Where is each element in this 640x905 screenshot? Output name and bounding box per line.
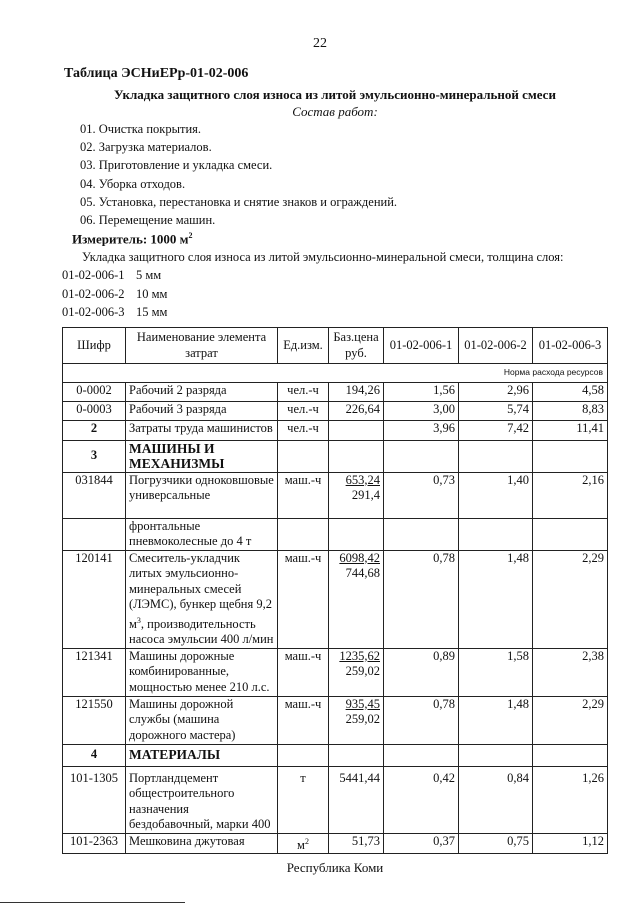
section-code: 3 [63, 440, 126, 472]
table-row [63, 420, 608, 440]
section-code: 4 [63, 744, 126, 766]
empty-cell [278, 440, 329, 472]
table-row [63, 696, 608, 744]
empty-cell [278, 518, 329, 550]
row-value-1: 0,37 [384, 833, 459, 854]
row-value-2: 2,96 [459, 382, 533, 401]
thickness-code: 01-02-006-1 [62, 268, 125, 282]
row-price: 51,73 [329, 833, 384, 854]
composition-heading: Состав работ: [292, 104, 378, 119]
thickness-value: 5 мм [136, 268, 162, 282]
row-name: Погрузчики одноковшовые универсальные [126, 472, 278, 518]
row-price [329, 420, 384, 440]
row-price [329, 648, 384, 696]
empty-cell [384, 440, 459, 472]
row-unit [278, 833, 329, 854]
row-value-3: 8,83 [533, 401, 608, 420]
price-bottom: 744,68 [345, 566, 380, 580]
row-name: Машины дорожные комбинированные, мощностью менее 210 л.с. [126, 648, 278, 696]
footer: Республика Коми [286, 860, 384, 875]
row-value-2: 1,40 [459, 472, 533, 518]
row-name: Рабочий 3 разряда [126, 401, 278, 420]
row-name: Затраты труда машинистов [126, 420, 278, 440]
price-bottom: 259,02 [345, 664, 380, 679]
row-value-2: 1,58 [459, 648, 533, 696]
row-unit: маш.-ч [278, 550, 329, 648]
row-value-1: 0,42 [384, 766, 459, 833]
row-price [329, 472, 384, 518]
row-unit: чел.-ч [278, 401, 329, 420]
row-price: 226,64 [329, 401, 384, 420]
price-top: 1235,62 [339, 648, 380, 663]
row-unit: чел.-ч [278, 420, 329, 440]
table-row [63, 401, 608, 420]
row-name: Мешковина джутовая [126, 833, 278, 854]
header-price: Баз.цена руб. [329, 328, 384, 364]
empty-cell [63, 518, 126, 550]
empty-cell [533, 744, 608, 766]
table-row [63, 766, 608, 833]
empty-cell [329, 518, 384, 550]
empty-cell [329, 440, 384, 472]
table-row [63, 833, 608, 854]
row-unit: т [278, 766, 329, 833]
row-unit: чел.-ч [278, 382, 329, 401]
header-col-3: 01-02-006-3 [533, 328, 608, 364]
row-value-2: 7,42 [459, 420, 533, 440]
section-title: МАТЕРИАЛЫ [126, 744, 278, 766]
empty-cell [459, 744, 533, 766]
header-col-1: 01-02-006-1 [384, 328, 459, 364]
section-title: МАШИНЫ И МЕХАНИЗМЫ [126, 440, 278, 472]
row-value-1: 0,73 [384, 472, 459, 518]
measurer [72, 231, 193, 247]
row-value-3: 4,58 [533, 382, 608, 401]
row-value-3: 2,16 [533, 472, 608, 518]
footer-line [0, 902, 185, 903]
thickness-row [62, 268, 161, 283]
empty-cell [384, 518, 459, 550]
empty-cell [533, 440, 608, 472]
table-row [63, 382, 608, 401]
unit-main: м [297, 837, 305, 852]
work-item: 03. Приготовление и укладка смеси. [80, 158, 273, 172]
row-value-2: 1,48 [459, 550, 533, 648]
measurer-sup: 2 [188, 231, 193, 240]
row-value-3: 2,29 [533, 696, 608, 744]
empty-cell [459, 440, 533, 472]
empty-cell [533, 518, 608, 550]
thickness-row [62, 287, 167, 302]
thickness-value: 15 мм [136, 305, 168, 319]
work-item: 04. Уборка отходов. [80, 177, 186, 191]
price-top: 653,24 [345, 472, 380, 487]
row-name [126, 550, 278, 648]
table-row [63, 472, 608, 518]
row-value-3: 11,41 [533, 420, 608, 440]
thickness-code: 01-02-006-3 [62, 305, 125, 319]
section-row [63, 744, 608, 766]
row-value-1: 0,78 [384, 696, 459, 744]
empty-cell [278, 744, 329, 766]
header-unit: Ед.изм. [278, 328, 329, 364]
header-col-2: 01-02-006-2 [459, 328, 533, 364]
row-value-3: 1,12 [533, 833, 608, 854]
row-price [329, 550, 384, 648]
table-row [63, 550, 608, 648]
row-value-3: 2,29 [533, 550, 608, 648]
table-subtitle: Укладка защитного слоя износа из литой эмульсионно-минеральной смеси [114, 87, 556, 102]
row-value-2: 1,48 [459, 696, 533, 744]
price-bottom: 259,02 [345, 712, 380, 727]
row-name: Портландцемент общестроительного назначения бездобавочный, марки 400 [126, 766, 278, 833]
row-value-3: 2,38 [533, 648, 608, 696]
row-code: 121550 [63, 696, 126, 744]
row-unit: маш.-ч [278, 696, 329, 744]
work-item: 05. Установка, перестановка и снятие знаков и ограждений. [80, 195, 398, 209]
empty-cell [384, 744, 459, 766]
row-value-2: 0,75 [459, 833, 533, 854]
work-item: 01. Очистка покрытия. [80, 122, 202, 136]
row-price [329, 696, 384, 744]
row-value-3: 1,26 [533, 766, 608, 833]
price-bottom: 291,4 [351, 488, 380, 502]
row-code: 101-2363 [63, 833, 126, 854]
row-code: 121341 [63, 648, 126, 696]
row-value-2: 0,84 [459, 766, 533, 833]
table-title: Таблица ЭСНиЕРр-01-02-006 [64, 66, 249, 81]
row-value-1: 0,78 [384, 550, 459, 648]
table-header-row [63, 328, 608, 364]
work-item: 06. Перемещение машин. [80, 213, 216, 227]
row-name-tail: , производительность насоса эмульсии 400 л/мин [129, 616, 274, 647]
row-unit: маш.-ч [278, 648, 329, 696]
price-top: 6098,42 [339, 550, 380, 565]
row-value-1: 1,56 [384, 382, 459, 401]
row-code: 101-1305 [63, 766, 126, 833]
thickness-code: 01-02-006-2 [62, 287, 125, 301]
row-name: Рабочий 2 разряда [126, 382, 278, 401]
row-code: 031844 [63, 472, 126, 518]
row-price: 5441,44 [329, 766, 384, 833]
empty-cell [329, 744, 384, 766]
row-value-1: 3,96 [384, 420, 459, 440]
thickness-row [62, 305, 167, 320]
row-code: 0-0003 [63, 401, 126, 420]
measurer-label: Измеритель: 1000 м [72, 231, 189, 247]
table-row [63, 518, 608, 550]
empty-cell [459, 518, 533, 550]
row-value-2: 5,74 [459, 401, 533, 420]
norm-label-row [63, 364, 608, 383]
row-name: Машины дорожной службы (машина дорожного мастера) [126, 696, 278, 744]
header-name: Наименование элемента затрат [126, 328, 278, 364]
row-value-1: 3,00 [384, 401, 459, 420]
thickness-value: 10 мм [136, 287, 168, 301]
row-name-continued: фронтальные пневмоколесные до 4 т [126, 518, 278, 550]
work-description: Укладка защитного слоя износа из литой эмульсионно-минеральной смеси, толщина слоя: [82, 250, 564, 264]
resource-table [62, 327, 608, 854]
row-code: 0-0002 [63, 382, 126, 401]
row-value-1: 0,89 [384, 648, 459, 696]
page-number: 22 [313, 36, 327, 51]
row-code: 120141 [63, 550, 126, 648]
table-row [63, 648, 608, 696]
unit-sup: 2 [304, 836, 309, 846]
work-item: 02. Загрузка материалов. [80, 140, 212, 154]
row-name-sup: 3 [136, 615, 141, 625]
norm-label: Норма расхода ресурсов [63, 364, 608, 383]
row-price: 194,26 [329, 382, 384, 401]
header-code: Шифр [63, 328, 126, 364]
price-top: 935,45 [345, 696, 380, 711]
row-code: 2 [63, 420, 126, 440]
row-name-main: Смеситель-укладчик литых эмульсионно-минеральных смесей (ЛЭМС), бункер щебня 9,2 м [129, 550, 272, 631]
section-row [63, 440, 608, 472]
row-unit: маш.-ч [278, 472, 329, 518]
